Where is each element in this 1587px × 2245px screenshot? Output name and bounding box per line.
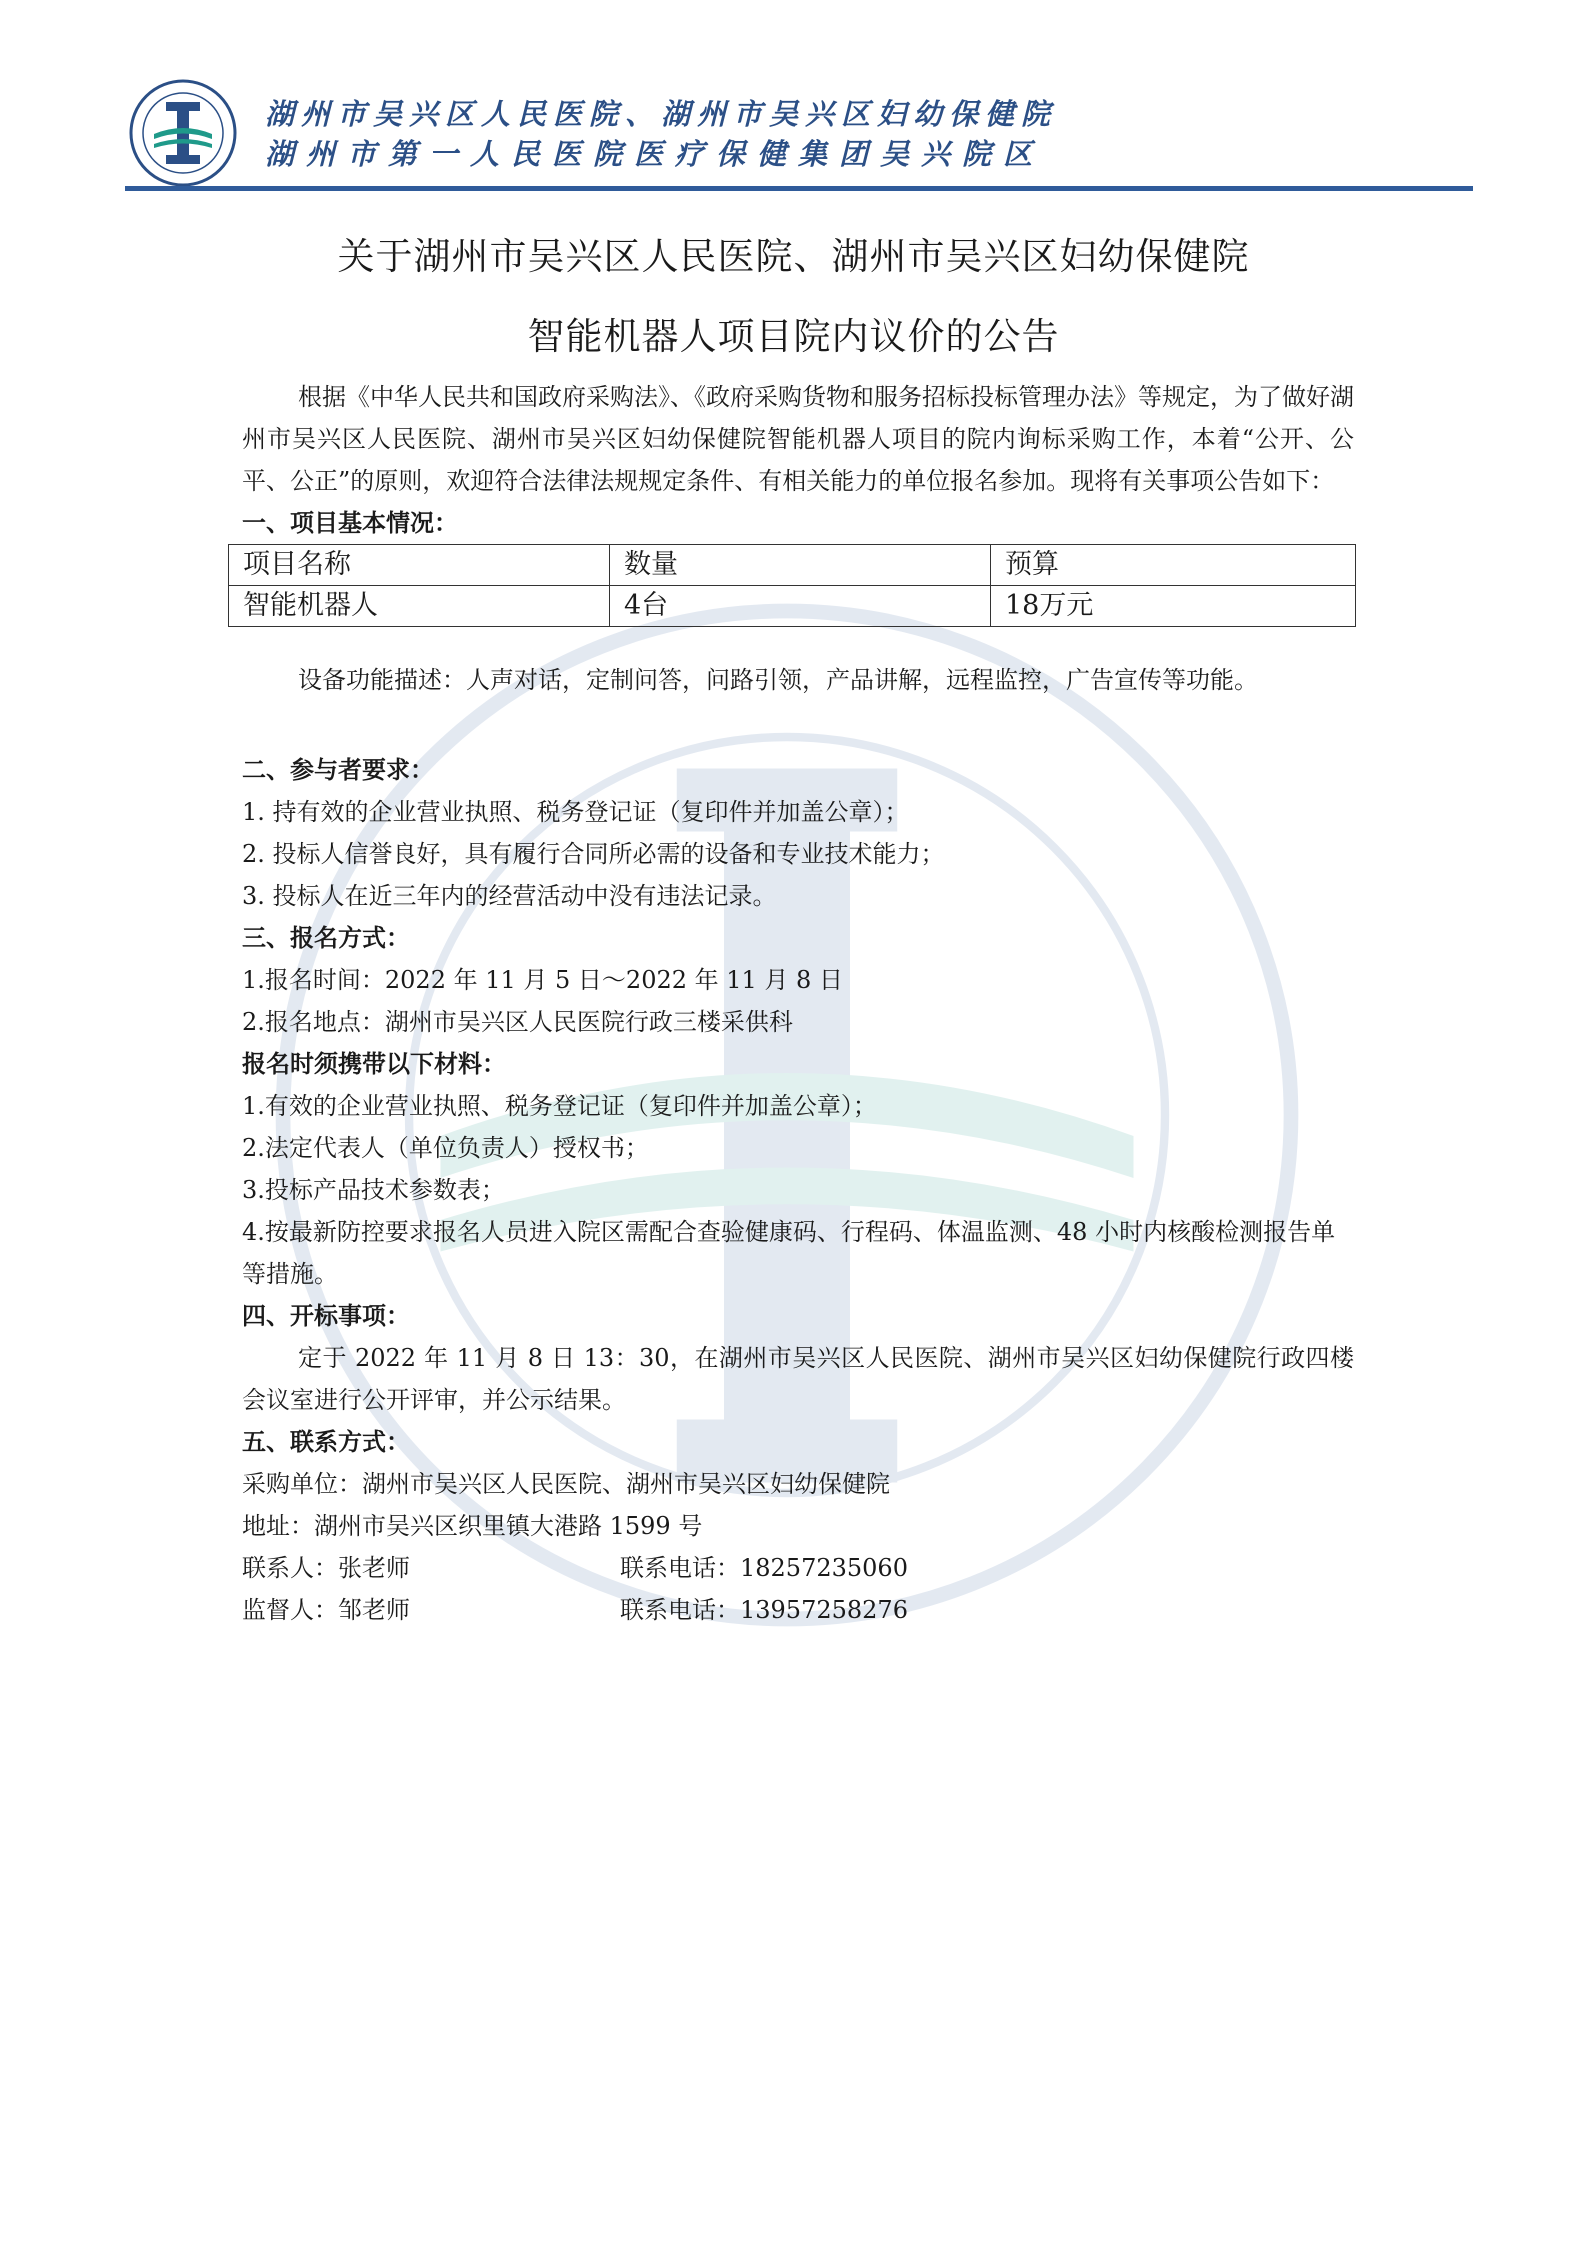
list-item: 3. 投标人在近三年内的经营活动中没有违法记录。 <box>242 882 777 910</box>
section-4-heading: 四、开标事项： <box>242 1301 410 1330</box>
list-item: 1.报名时间：2022 年 11 月 5 日～2022 年 11 月 8 日 <box>242 966 843 994</box>
list-item: 2.法定代表人（单位负责人）授权书； <box>242 1134 649 1162</box>
contact-phone: 联系电话：18257235060 <box>620 1554 908 1582</box>
section-1-heading: 一、项目基本情况： <box>242 508 458 537</box>
document-title-line-1: 关于湖州市吴兴区人民医院、湖州市吴兴区妇幼保健院 <box>337 235 1250 278</box>
header-divider <box>125 186 1473 191</box>
contact-row <box>242 1547 1354 1589</box>
purchasing-unit: 采购单位：湖州市吴兴区人民医院、湖州市吴兴区妇幼保健院 <box>242 1470 890 1498</box>
table-header-cell: 预算 <box>991 545 1356 586</box>
list-item: 2. 投标人信誉良好，具有履行合同所必需的设备和专业技术能力； <box>242 840 945 868</box>
table-header-row <box>229 545 1356 586</box>
hospital-emblem-icon <box>128 78 238 188</box>
intro-paragraph: 根据《中华人民共和国政府采购法》、《政府采购货物和服务招标投标管理办法》等规定，为了做好湖州市吴兴区人民医院、湖州市吴兴区妇幼保健院智能机器人项目的院内询标采购工作，本着“公开、公平、公正”的原则，欢迎符合法律法规规定条件、有相关能力的单位报名参加。现将有关事项公告如下： <box>242 383 1354 495</box>
list-item: 1.有效的企业营业执照、税务登记证（复印件并加盖公章）； <box>242 1092 877 1120</box>
document-title-line-2: 智能机器人项目院内议价的公告 <box>527 315 1060 358</box>
org-name-line-1: 湖州市吴兴区人民医院、湖州市吴兴区妇幼保健院 <box>265 97 1058 131</box>
contact-person: 联系人：张老师 <box>242 1554 410 1582</box>
section-3-heading: 三、报名方式： <box>242 923 410 952</box>
table-cell: 4台 <box>610 586 991 627</box>
bid-opening-paragraph: 定于 2022 年 11 月 8 日 13：30，在湖州市吴兴区人民医院、湖州市吴兴区妇幼保健院行政四楼会议室进行公开评审，并公示结果。 <box>242 1344 1354 1414</box>
address: 地址：湖州市吴兴区织里镇大港路 1599 号 <box>242 1512 703 1540</box>
section-2-heading: 二、参与者要求： <box>242 755 434 784</box>
supervisor-person: 监督人：邹老师 <box>242 1596 410 1624</box>
section-5-heading: 五、联系方式： <box>242 1427 410 1456</box>
list-item: 4.按最新防控要求报名人员进入院区需配合查验健康码、行程码、体温监测、48 小时内核酸检测报告单等措施。 <box>242 1218 1336 1288</box>
table-header-cell: 项目名称 <box>229 545 610 586</box>
list-item: 2.报名地点：湖州市吴兴区人民医院行政三楼采供科 <box>242 1008 793 1036</box>
list-item: 1. 持有效的企业营业执照、税务登记证（复印件并加盖公章）； <box>242 798 909 826</box>
table-cell: 18万元 <box>991 586 1356 627</box>
supervisor-row <box>242 1589 1354 1631</box>
table-row <box>229 586 1356 627</box>
org-name-line-2: 湖州市第一人民医院医疗保健集团吴兴院区 <box>265 137 1045 171</box>
letterhead <box>120 70 1470 190</box>
project-table <box>228 544 1356 627</box>
document-body <box>242 376 1354 1631</box>
list-item: 3.投标产品技术参数表； <box>242 1176 505 1204</box>
device-description: 设备功能描述：人声对话，定制问答，问路引领，产品讲解，远程监控，广告宣传等功能。 <box>298 666 1258 694</box>
table-cell: 智能机器人 <box>229 586 610 627</box>
supervisor-phone: 联系电话：13957258276 <box>620 1596 908 1624</box>
table-header-cell: 数量 <box>610 545 991 586</box>
materials-heading: 报名时须携带以下材料： <box>242 1049 506 1078</box>
